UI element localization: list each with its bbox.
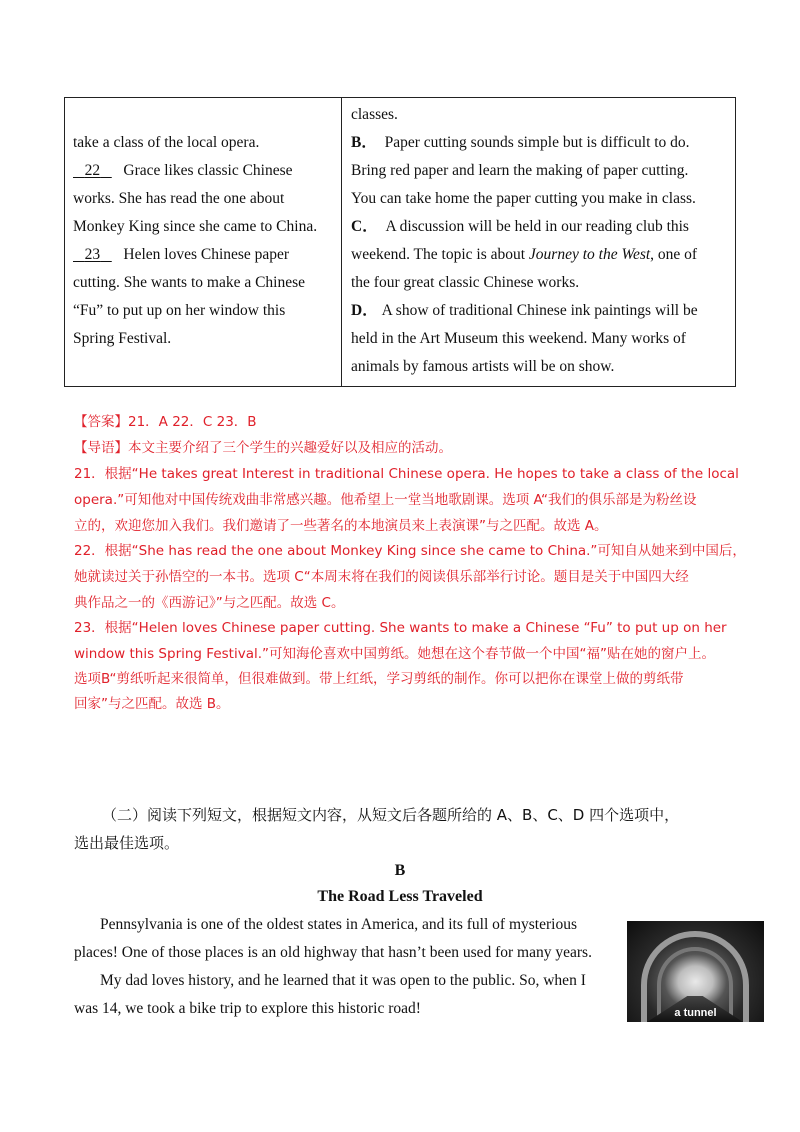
section-instruction-line1: （二）阅读下列短文，根据短文内容，从短文后各题所给的 A、B、C、D 四个选项中， — [102, 806, 680, 824]
option-d-line2: held in the Art Museum this weekend. Many works of — [351, 330, 686, 347]
explanation-21-line1: 21．根据“He takes great Interest in traditional Chinese opera. He hopes to take a class of the local — [74, 466, 739, 482]
explanation-23-line3: 选项B“剪纸听起来很简单，但很难做到。带上红纸，学习剪纸的制作。你可以把你在课堂上做的剪纸带 — [74, 671, 684, 687]
question-23-line4: Spring Festival. — [73, 330, 172, 347]
passage-title: The Road Less Traveled — [317, 888, 483, 905]
explanation-22-line2: 她就读过关于孙悟空的一本书。选项 C“本周末将在我们的阅读俱乐部举行讨论。题目是关于中国四大经 — [74, 569, 689, 585]
option-b-line1: B． Paper cutting sounds simple but is difficult to do. — [351, 134, 690, 151]
question-22-text: Grace likes classic Chinese — [123, 162, 293, 179]
question-23-text: Helen loves Chinese paper — [123, 246, 290, 263]
explanation-23-line2: window this Spring Festival.”可知海伦喜欢中国剪纸。她想在这个春节做一个中国“福”贴在她的窗户上。 — [74, 646, 715, 662]
question-22-line2: works. She has read the one about — [73, 190, 285, 207]
guide-line: 【导语】本文主要介绍了三个学生的兴趣爱好以及相应的活动。 — [74, 440, 452, 456]
questions-column — [65, 98, 342, 386]
options-column — [343, 98, 735, 386]
matching-table — [64, 97, 736, 387]
photo-caption: a tunnel — [674, 1007, 717, 1019]
explanation-21-line3: 立的，欢迎您加入我们。我们邀请了一些著名的本地演员来上表演课”与之匹配。故选 A。 — [74, 518, 608, 534]
question-23-line3: “Fu” to put up on her window this — [73, 302, 286, 319]
option-a-tail: classes. — [351, 106, 398, 123]
tunnel-photo — [627, 921, 764, 1022]
option-c-letter: C． — [351, 218, 378, 235]
explanation-23-line1: 23．根据“Helen loves Chinese paper cutting. She wants to make a Chinese “Fu” to put up on her — [74, 620, 727, 636]
option-d-line1: D． A show of traditional Chinese ink paintings will be — [351, 302, 698, 319]
answer-line: 【答案】21．A 22．C 23．B — [74, 414, 257, 430]
option-b-letter: B． — [351, 134, 377, 151]
question-22-line — [73, 161, 293, 181]
passage-letter: B — [394, 862, 406, 879]
option-c-line1: C． A discussion will be held in our reading club this — [351, 218, 689, 235]
book-title: Journey to the West — [528, 246, 651, 263]
option-c-line3: the four great classic Chinese works. — [351, 274, 580, 291]
explanation-22-line1: 22．根据“She has read the one about Monkey King since she came to China.”可知自从她来到中国后， — [74, 543, 746, 559]
passage-para1-line2: places! One of those places is an old highway that hasn’t been used for many years. — [74, 944, 592, 961]
question-21-tail: take a class of the local opera. — [73, 134, 260, 151]
option-c-line2: weekend. The topic is about Journey to the West, one of — [351, 246, 698, 263]
option-b-line3: You can take home the paper cutting you make in class. — [351, 190, 696, 207]
explanation-21-line2: opera.”可知他对中国传统戏曲非常感兴趣。他希望上一堂当地歌剧课。选项 A“我们的俱乐部是为粉丝设 — [74, 492, 697, 508]
option-d-line3: animals by famous artists will be on show. — [351, 358, 615, 375]
question-22-line3: Monkey King since she came to China. — [73, 218, 318, 235]
passage-para1-line1: Pennsylvania is one of the oldest states in America, and its full of mysterious — [100, 916, 577, 933]
blank-23: 23 — [84, 246, 101, 263]
section-instruction-line2: 选出最佳选项。 — [74, 834, 180, 852]
option-d-letter: D． — [351, 302, 378, 319]
passage-para2-line1: My dad loves history, and he learned that it was open to the public. So, when I — [100, 972, 586, 989]
blank-22: 22 — [84, 162, 101, 179]
explanation-22-line3: 典作品之一的《西游记》”与之匹配。故选 C。 — [74, 595, 345, 611]
passage-para2-line2: was 14, we took a bike trip to explore this historic road! — [74, 1000, 421, 1017]
option-b-line2: Bring red paper and learn the making of paper cutting. — [351, 162, 689, 179]
explanation-23-line4: 回家”与之匹配。故选 B。 — [74, 696, 230, 712]
question-23-line — [73, 245, 289, 265]
question-23-line2: cutting. She wants to make a Chinese — [73, 274, 306, 291]
